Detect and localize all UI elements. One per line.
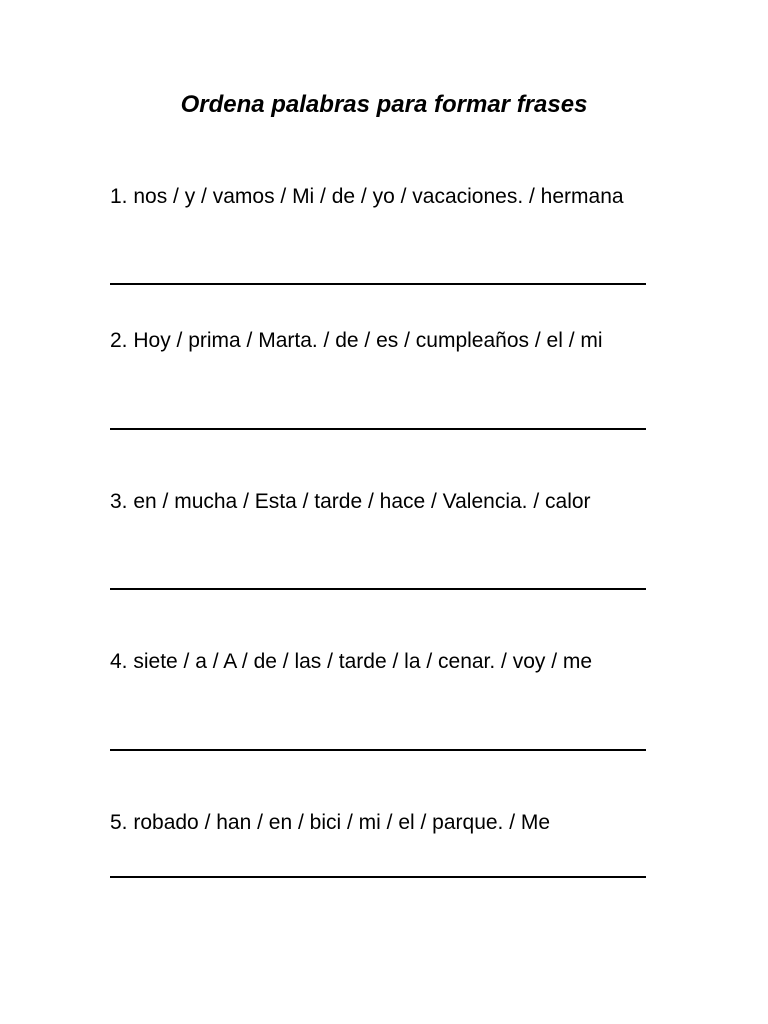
exercise-5: [110, 807, 655, 839]
exercise-3: [110, 486, 655, 518]
exercise-4: [110, 646, 655, 678]
exercise-prompt: 3. en / mucha / Esta / tarde / hace / Valencia. / calor: [110, 490, 591, 513]
exercise-2: [110, 325, 655, 357]
exercise-1: [110, 181, 655, 213]
answer-line: [110, 588, 646, 590]
worksheet-title: Ordena palabras para formar frases: [180, 91, 588, 118]
exercise-prompt: 5. robado / han / en / bici / mi / el / parque. / Me: [110, 811, 551, 834]
answer-line: [110, 283, 646, 285]
exercise-prompt: 1. nos / y / vamos / Mi / de / yo / vacaciones. / hermana: [110, 185, 624, 208]
answer-line: [110, 876, 646, 878]
answer-line: [110, 428, 646, 430]
answer-line: [110, 749, 646, 751]
exercise-prompt: 2. Hoy / prima / Marta. / de / es / cumpleaños / el / mi: [110, 329, 603, 352]
exercise-prompt: 4. siete / a / A / de / las / tarde / la / cenar. / voy / me: [110, 650, 593, 673]
